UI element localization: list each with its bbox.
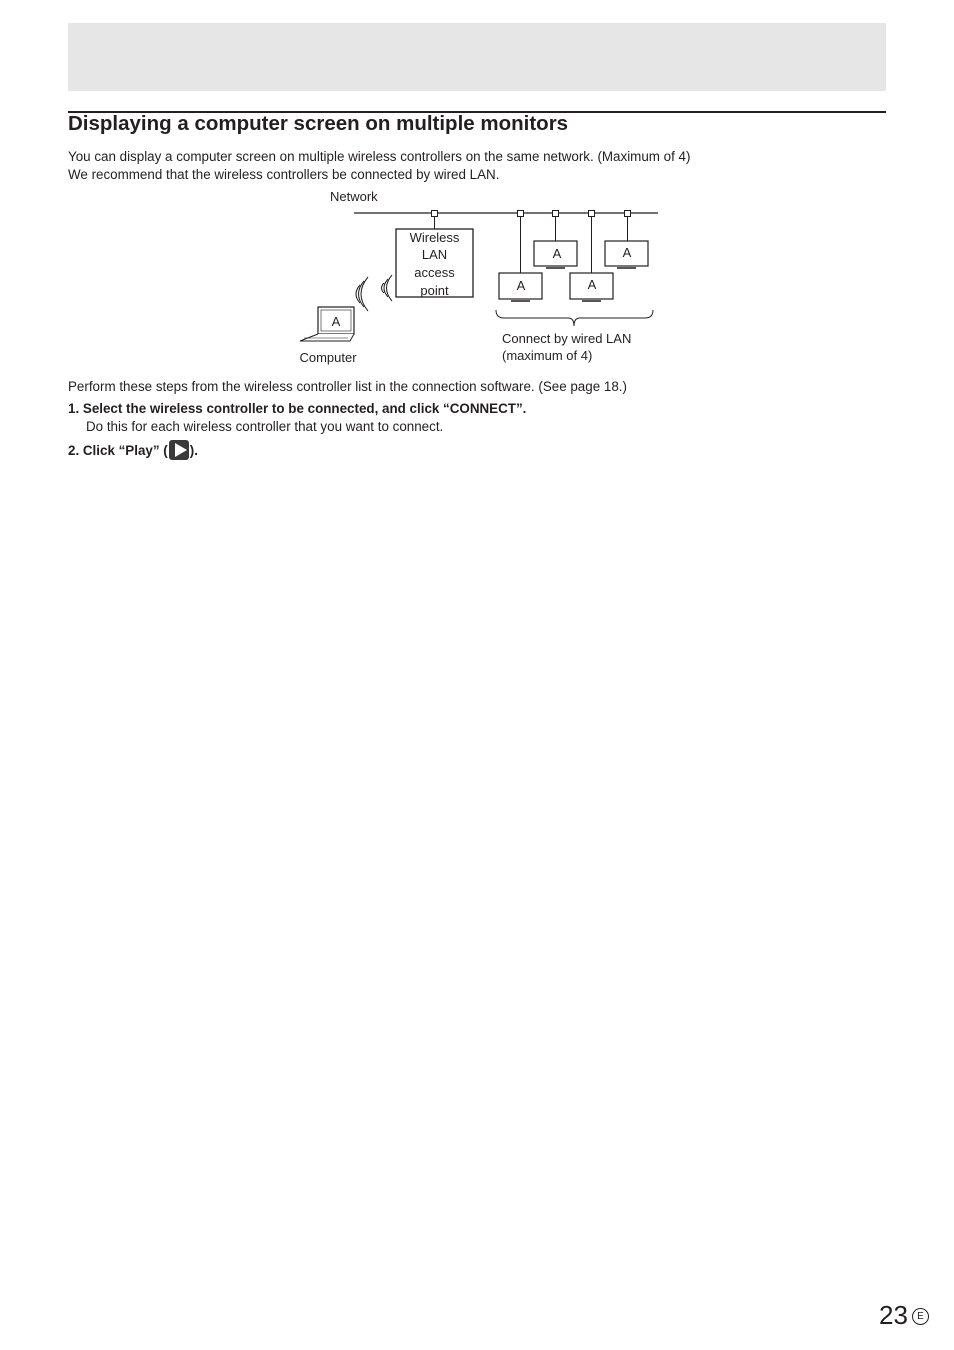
computer-screen-label: A <box>331 314 341 329</box>
step-1: 1. Select the wireless controller to be connected, and click “CONNECT”. <box>68 401 527 416</box>
ap-label-line-2: LAN <box>421 247 448 262</box>
ap-label-line-3: access <box>414 265 455 280</box>
section-title: Displaying a computer screen on multiple monitors <box>68 112 569 135</box>
network-label: Network <box>330 189 378 204</box>
page-number: 23 <box>879 1300 908 1330</box>
monitor-label: A <box>587 277 597 292</box>
ap-label-line-4: point <box>420 283 449 298</box>
network-diagram <box>290 186 670 368</box>
network-node <box>432 211 438 217</box>
step-2-prefix: 2. Click “Play” ( <box>68 443 168 458</box>
step-2 <box>68 440 198 460</box>
wired-note-line-1: Connect by wired LAN <box>502 331 632 346</box>
instructions-lead: Perform these steps from the wireless controller list in the connection software. (See page 18.) <box>68 379 627 394</box>
wired-group-brace <box>496 310 653 326</box>
monitor-label: A <box>516 278 526 293</box>
step-2-suffix: ). <box>189 443 198 458</box>
intro-paragraph-2: We recommend that the wireless controllers be connected by wired LAN. <box>68 167 500 182</box>
play-icon <box>169 440 189 460</box>
monitor-label: A <box>622 245 632 260</box>
step-1-note: Do this for each wireless controller that you want to connect. <box>86 419 444 434</box>
wired-note-line-2: (maximum of 4) <box>502 348 593 363</box>
wireless-signal-icon <box>356 275 392 311</box>
computer-label: Computer <box>299 350 357 365</box>
laptop-icon <box>300 307 354 341</box>
language-badge: E <box>912 1308 929 1325</box>
monitor-label: A <box>552 246 562 261</box>
header-band <box>68 23 886 91</box>
intro-paragraph-1: You can display a computer screen on multiple wireless controllers on the same network. (Maximum of 4) <box>68 149 691 164</box>
ap-label-line-1: Wireless <box>409 230 460 245</box>
